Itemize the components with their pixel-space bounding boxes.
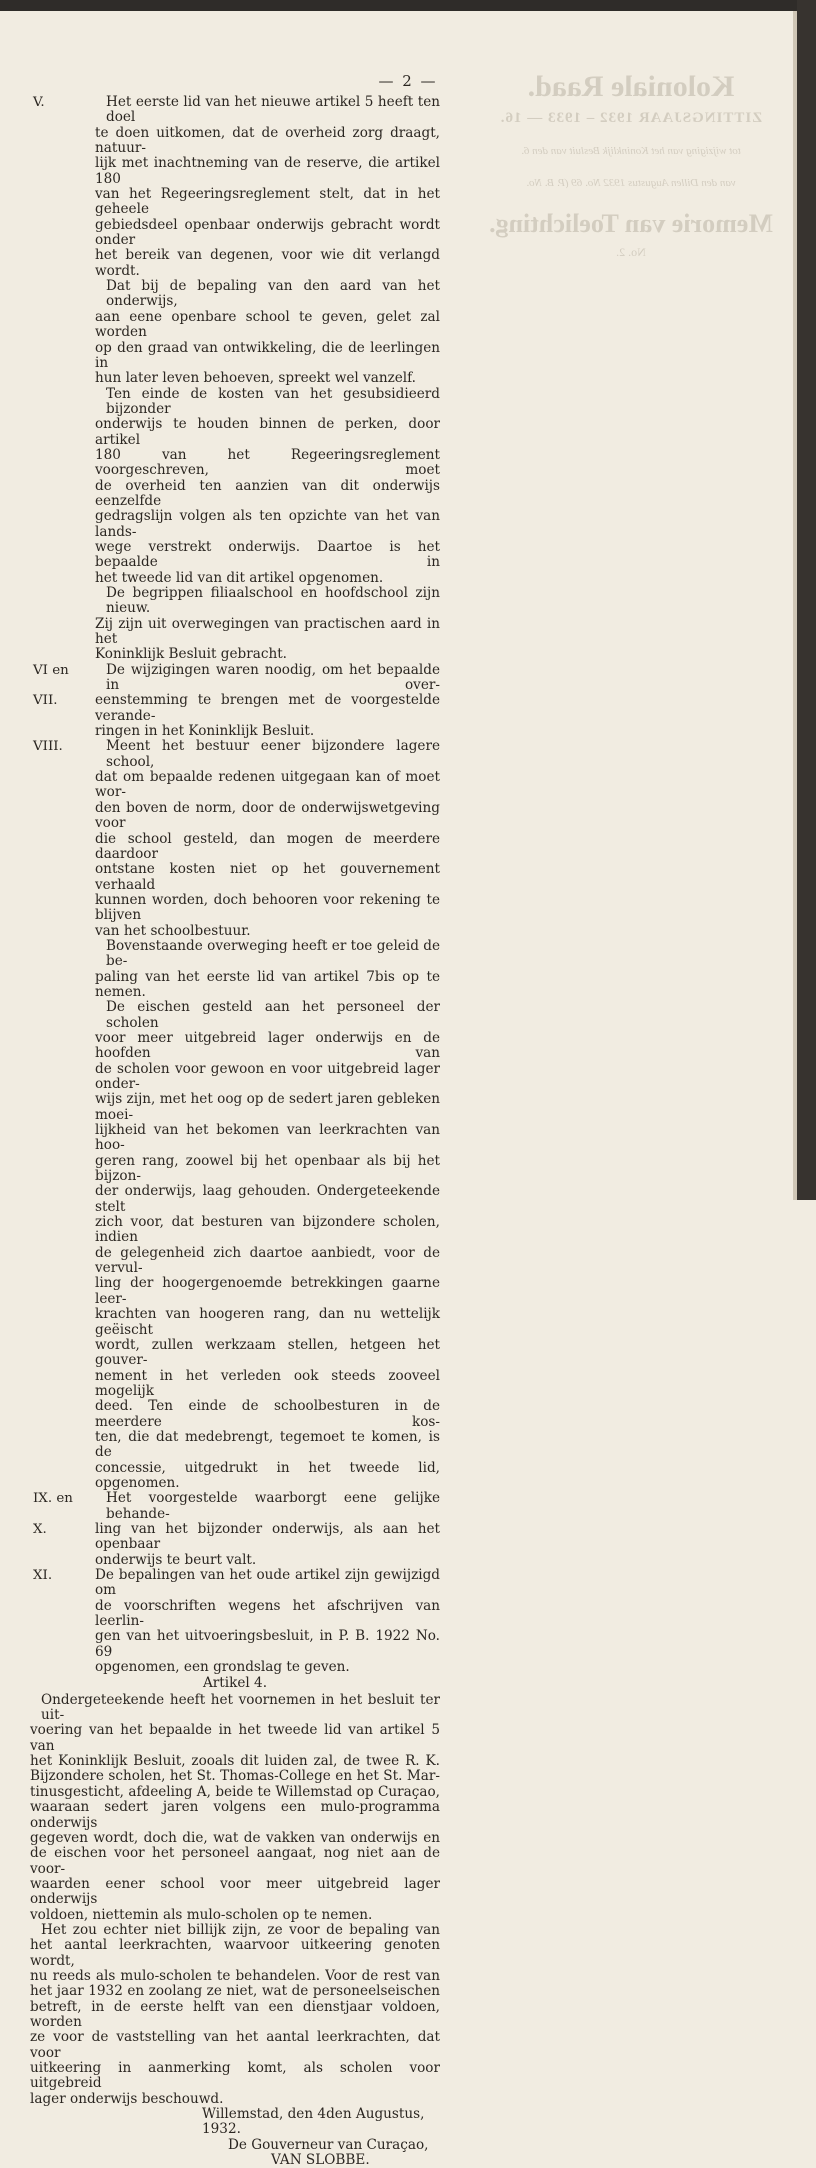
text-line: kunnen worden, doch behooren voor rekening te blijven <box>95 891 440 924</box>
text-line: lijk met inachtneming van de reserve, die artikel 180 <box>95 155 440 187</box>
text-line: Zij zijn uit overwegingen van practischen aard in het <box>95 615 440 648</box>
signature-block <box>30 2107 440 2168</box>
section-label: VII. <box>33 693 58 709</box>
text-line: hun later leven behoeven, spreekt wel vanzelf. <box>95 370 417 387</box>
article-heading: Artikel 4. <box>202 1675 268 1692</box>
section-label: XI. <box>33 1568 53 1583</box>
text-line: De begrippen filiaalschool en hoofdschool zijn nieuw. <box>106 585 440 617</box>
text-line: voldoen, niettemin als mulo-scholen op te nemen. <box>30 1906 373 1923</box>
text-line: het tweede lid van dit artikel opgenomen. <box>95 569 384 586</box>
text-line: der onderwijs, laag gehouden. Ondergeteekende stelt <box>95 1183 440 1215</box>
text-line: Bovenstaande overweging heeft er toe geleid de be- <box>106 937 440 970</box>
book-spine <box>797 0 816 1200</box>
text-line: de voorschriften wegens het afschrijven van leerlin- <box>95 1597 440 1630</box>
section-artikel-4 <box>30 1675 440 2107</box>
text-line: de scholen voor gewoon en voor uitgebreid lager onder- <box>95 1060 440 1092</box>
text-line: krachten van hoogeren rang, dan nu wettelijk geëischt <box>95 1306 440 1338</box>
section-label: X. <box>33 1521 47 1537</box>
text-line: ontstane kosten niet op het gouvernement verhaald <box>95 861 440 893</box>
text-line: Het voorgestelde waarborgt eene gelijke behande- <box>106 1490 440 1522</box>
text-line: De wijzigingen waren noodig, om het bepaalde in over- <box>106 661 440 694</box>
bleed-through-text: Koloniale Raad. ZITTINGSJAAR 1932 – 1933 — 16. tot wijziging van het Koninklijk Besluit van den 6. van den Dillen Augustus 1932 No. 69 (P. B. No. Memorie van Toelichting. No. 2. <box>489 70 773 259</box>
text-line: De bepalingen van het oude artikel zijn gewijzigd om <box>95 1567 440 1599</box>
text-line: het aantal leerkrachten, waarvoor uitkeering genoten wordt, <box>30 1937 440 1969</box>
text-line: wordt, zullen werkzaam stellen, hetgeen het gouver- <box>95 1336 440 1369</box>
scan-top-border <box>0 0 816 11</box>
text-line: eenstemming te brengen met de voorgestelde verande- <box>95 692 440 724</box>
text-line: uitkeering in aanmerking komt, als scholen voor uitgebreid <box>30 2060 440 2092</box>
text-line: nement in het verleden ook steeds zooveel mogelijk <box>95 1367 440 1399</box>
text-line: Dat bij de bepaling van den aard van het onderwijs, <box>106 278 440 310</box>
text-line: Bijzondere scholen, het St. Thomas-College en het St. Mar- <box>30 1768 440 1785</box>
text-line: gebiedsdeel openbaar onderwijs gebracht wordt onder <box>95 216 440 249</box>
text-line: aan eene openbare school te geven, gelet zal worden <box>95 308 440 341</box>
text-line: De eischen gesteld aan het personeel der scholen <box>106 999 440 1031</box>
document-body <box>30 95 440 2168</box>
text-line: tinusgesticht, afdeeling A, beide te Willemstad op Curaçao, <box>30 1783 440 1800</box>
text-line: concessie, uitgedrukt in het tweede lid, opgenomen. <box>95 1459 440 1491</box>
text-line: onderwijs te beurt valt. <box>95 1551 257 1568</box>
section-viii <box>30 739 440 1491</box>
section-vi-vii <box>30 663 440 740</box>
text-line: ten, die dat medebrengt, tegemoet te komen, is de <box>95 1428 440 1461</box>
text-line: lager onderwijs beschouwd. <box>30 2090 224 2107</box>
section-label: VIII. <box>33 739 63 755</box>
text-line: Ondergeteekende heeft het voornemen in het besluit ter uit- <box>41 1691 440 1724</box>
text-line: Het zou echter niet billijk zijn, ze voor de bepaling van <box>41 1921 440 1938</box>
text-line: wege verstrekt onderwijs. Daartoe is het bepaalde in <box>95 538 440 571</box>
text-line: zich voor, dat besturen van bijzondere scholen, indien <box>95 1214 440 1246</box>
text-line: waaraan sedert jaren volgens een mulo-programma onderwijs <box>30 1799 440 1831</box>
signature-place-date: Willemstad, den 4den Augustus, 1932. <box>202 2106 425 2138</box>
section-xi <box>30 1568 440 1675</box>
section-label: IX. en <box>33 1491 73 1507</box>
text-line: paling van het eerste lid van artikel 7bis op te nemen. <box>95 968 440 1000</box>
text-line: ze voor de vaststelling van het aantal leerkrachten, dat voor <box>30 2029 440 2061</box>
text-line: dat om bepaalde redenen uitgegaan kan of moet wor- <box>95 769 440 801</box>
text-line: de overheid ten aanzien van dit onderwijs eenzelfde <box>95 477 440 509</box>
text-line: den boven de norm, door de onderwijswetgeving voor <box>95 799 440 832</box>
text-line: opgenomen, een grondslag te geven. <box>95 1659 350 1676</box>
text-line: van het schoolbestuur. <box>95 922 251 939</box>
signature-title: De Gouverneur van Curaçao, <box>228 2136 429 2153</box>
text-line: geren rang, zoowel bij het openbaar als bij het bijzon- <box>95 1152 440 1185</box>
section-ix-x <box>30 1491 440 1568</box>
signature-name: VAN SLOBBE. <box>271 2152 370 2168</box>
text-line: die school gesteld, dan mogen de meerdere daardoor <box>95 830 440 862</box>
text-line: deed. Ten einde de schoolbesturen in de meerdere kos- <box>95 1398 440 1430</box>
text-line: gegeven wordt, doch die, wat de vakken van onderwijs en <box>30 1829 440 1846</box>
section-label: V. <box>33 95 45 110</box>
text-line: gen van het uitvoeringsbesluit, in P. B. 1922 No. 69 <box>95 1628 440 1660</box>
text-line: het bereik van degenen, voor wie dit verlangd wordt. <box>95 247 440 279</box>
text-line: wijs zijn, met het oog op de sedert jaren gebleken moei- <box>95 1091 440 1123</box>
text-line: op den graad van ontwikkeling, die de leerlingen in <box>95 339 440 371</box>
text-line: te doen uitkomen, dat de overheid zorg draagt, natuur- <box>95 124 440 157</box>
text-line: Meent het bestuur eener bijzondere lagere school, <box>106 738 440 770</box>
text-line: ling van het bijzonder onderwijs, als aan het openbaar <box>95 1520 440 1553</box>
section-label: VI en <box>33 662 69 678</box>
text-line: betreft, in de eerste helft van een dienstjaar voldoen, worden <box>30 1998 440 2030</box>
text-line: lijkheid van het bekomen van leerkrachten van hoo- <box>95 1122 440 1154</box>
text-line: Koninklijk Besluit gebracht. <box>95 646 287 663</box>
text-line: Ten einde de kosten van het gesubsidieerd bijzonder <box>106 385 440 417</box>
text-line: nu reeds als mulo-scholen te behandelen. Voor de rest van <box>30 1967 440 1984</box>
text-line: voor meer uitgebreid lager onderwijs en de hoofden van <box>95 1029 440 1062</box>
text-line: het Koninklijk Besluit, zooals dit luiden zal, de twee R. K. <box>30 1753 440 1770</box>
text-line: voering van het bepaalde in het tweede lid van artikel 5 van <box>30 1722 440 1754</box>
text-line: gedragslijn volgen als ten opzichte van het van lands- <box>95 508 440 540</box>
text-line: onderwijs te houden binnen de perken, door artikel <box>95 416 440 448</box>
text-line: de gelegenheid zich daartoe aanbiedt, voor de vervul- <box>95 1244 440 1277</box>
page-number: — 2 — <box>378 72 438 90</box>
text-line: ling der hoogergenoemde betrekkingen gaarne leer- <box>95 1275 440 1307</box>
text-line: waarden eener school voor meer uitgebreid lager onderwijs <box>30 1875 440 1908</box>
text-line: 180 van het Regeeringsreglement voorgeschreven, moet <box>95 446 440 479</box>
text-line: het jaar 1932 en zoolang ze niet, wat de personeelseischen <box>30 1983 440 2000</box>
text-line: Het eerste lid van het nieuwe artikel 5 heeft ten doel <box>106 94 440 126</box>
text-line: ringen in het Koninklijk Besluit. <box>95 723 315 740</box>
text-line: de eischen voor het personeel aangaat, nog niet aan de voor- <box>30 1845 440 1877</box>
section-v <box>30 95 440 663</box>
text-line: van het Regeeringsreglement stelt, dat in het geheele <box>95 186 440 218</box>
